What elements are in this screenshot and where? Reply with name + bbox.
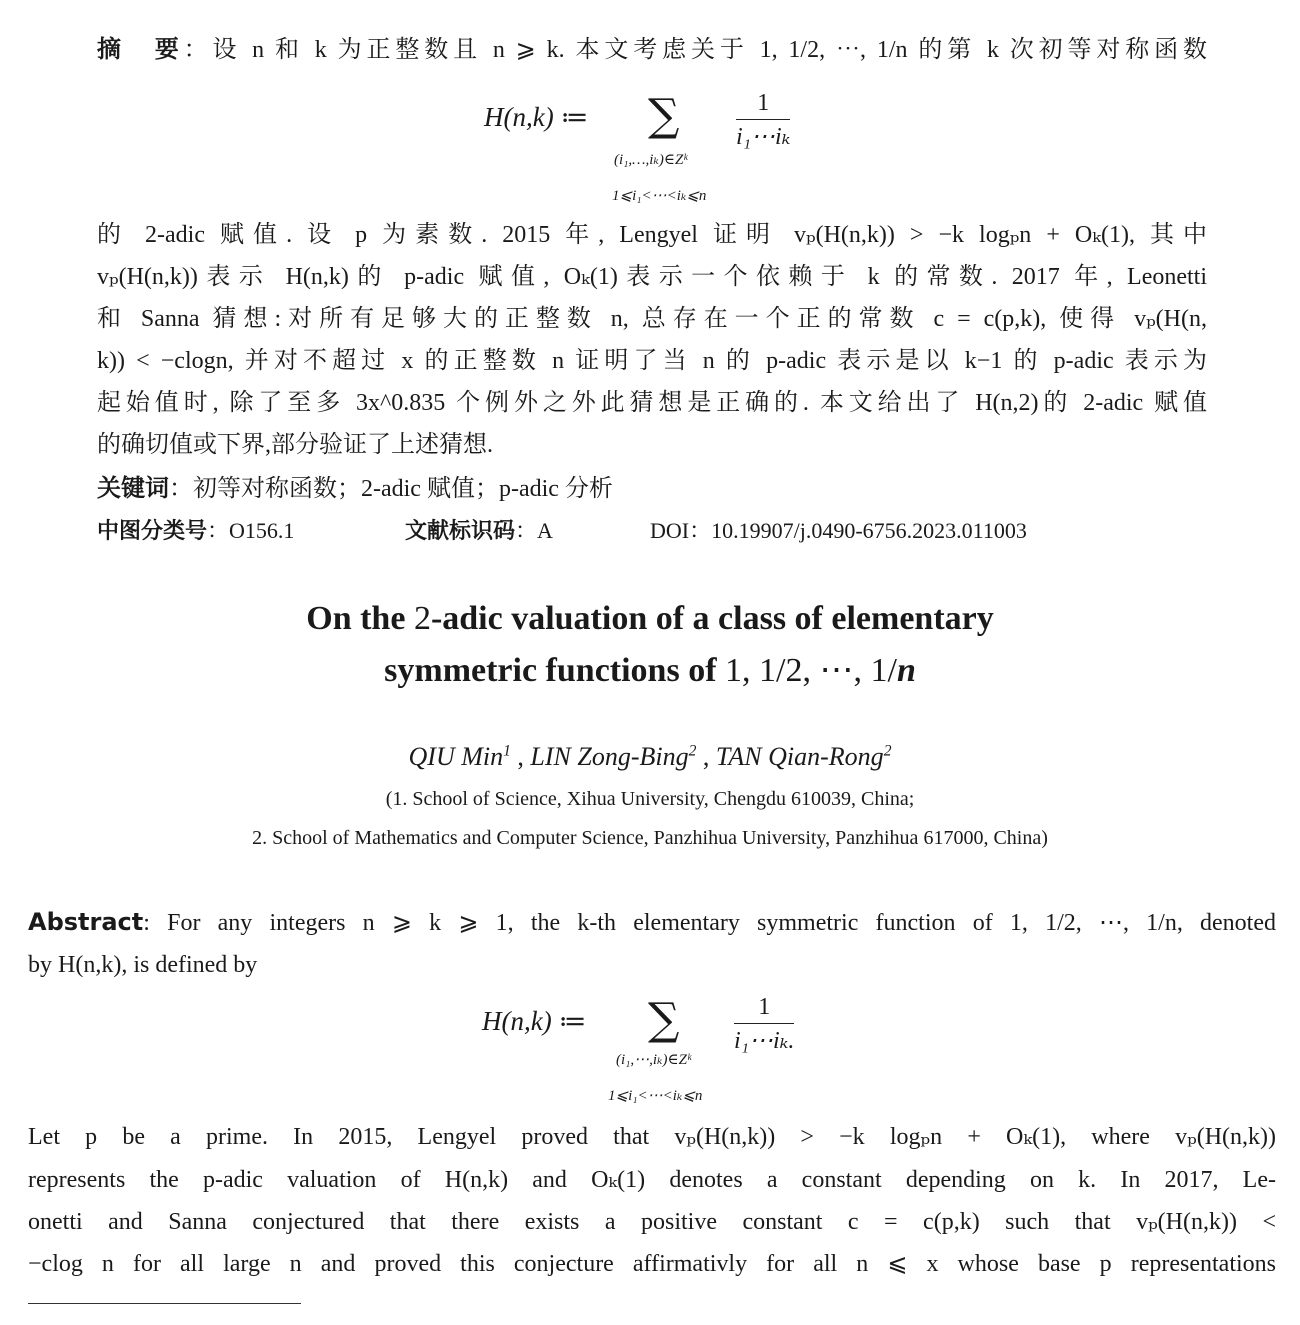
chinese-abstract-line-1: 摘 要：设 n 和 k 为正整数且 n ⩾ k. 本文考虑关于 1, 1/2, ⋯, 1/n 的第 k 次初等对称函数 [97,35,1207,63]
footnote-rule [28,1303,301,1304]
author-3: TAN Qian-Rong [715,742,884,771]
document-code-value: ：A [515,518,553,543]
clc-label: 中图分类号 [97,519,208,544]
author-2: LIN Zong-Bing [530,742,689,771]
english-abstract-line-2: by H(n,k), is defined by [28,952,258,978]
formula-lhs: H(n,k) ≔ [484,102,589,132]
formula-lhs: H(n,k) ≔ [482,1006,587,1036]
doi-label: DOI [650,518,690,543]
chinese-abstract-line-4: 和 Sanna 猜想:对所有足够大的正整数 n, 总存在一个正的常数 c = c(p,k), 使得 vₚ(H(n, [97,306,1207,332]
affiliation-2: 2. School of Mathematics and Computer Science, Panzhihua University, Panzhihua 617000, China) [252,827,1048,849]
chinese-abstract-line-3: vₚ(H(n,k))表示 H(n,k)的 p-adic 赋值, Oₖ(1)表示一个依赖于 k 的常数. 2017 年, Leonetti [97,264,1207,290]
author-1: QIU Min [408,742,504,771]
formula-fraction [734,994,794,1055]
classification-row [97,516,294,547]
chinese-abstract-line-6: 起始值时, 除了至多 3x^0.835 个例外之外此猜想是正确的. 本文给出了 H(n,2)的 2-adic 赋值 [97,390,1207,416]
chinese-abstract-formula [480,90,820,210]
sum-index-set: (i₁,…,iₖ)∈Zᵏ [614,152,688,168]
clc-value: ：O156.1 [207,518,295,543]
formula-fraction [736,90,790,151]
keywords-label: 关键词 [97,474,169,502]
document-code-label: 文献标识码 [405,519,516,544]
doi-value: ：10.19907/j.0490-6756.2023.011003 [689,518,1027,543]
sigma-symbol: ∑ [648,90,680,141]
chinese-abstract-line-2: 的 2-adic 赋值. 设 p 为素数. 2015 年, Lengyel 证明 vₚ(H(n,k)) > −k logₚn + Oₖ(1), 其中 [97,222,1207,248]
keywords-value: ：初等对称函数；2-adic 赋值；p-adic 分析 [169,476,613,502]
english-title-line-2: symmetric functions of 1, 1/2, ⋯, 1/n [384,652,916,689]
sigma-symbol: ∑ [648,994,680,1045]
fraction-numerator: 1 [734,994,794,1024]
english-title-line-1: On the 2-adic valuation of a class of elementary [306,600,994,637]
sum-index-range: 1⩽i₁<⋯<iₖ⩽n [608,1088,703,1104]
chinese-abstract-line-7: 的确切值或下界,部分验证了上述猜想. [97,432,493,458]
english-abstract-line-4: represents the p-adic valuation of H(n,k) and Oₖ(1) denotes a constant depending on k. In 2017, Le- [28,1167,1276,1193]
sum-index-set: (i₁,⋯,iₖ)∈Zᵏ [616,1052,692,1068]
english-abstract-line-3: Let p be a prime. In 2015, Lengyel proved that vₚ(H(n,k)) > −k logₚn + Oₖ(1), where vₚ(H(n,k)) [28,1124,1276,1150]
fraction-denominator: i₁⋯iₖ. [734,1028,795,1054]
doi-row [650,516,1027,546]
author-3-affil: 2 [883,742,892,760]
chinese-abstract-line-5: k)) < −clogn, 并对不超过 x 的正整数 n 证明了当 n 的 p-adic 表示是以 k−1 的 p-adic 表示为 [97,348,1207,374]
english-abstract-line-6: −clog n for all large n and proved this conjecture affirmativly for all n ⩽ x whose base p representations [28,1251,1276,1277]
author-list: QIU Min$^1$ , LIN Zong-Bing$^2$ , TAN Qian-Rong$^2$ [408,742,892,771]
english-abstract-label: Abstract [28,908,144,936]
fraction-numerator: 1 [736,90,790,120]
sum-index-range: 1⩽i₁<⋯<iₖ⩽n [612,188,707,204]
affiliation-1: (1. School of Science, Xihua University, Chengdu 610039, China; [385,788,915,810]
chinese-abstract-label: 摘 要 [97,35,184,63]
english-abstract-formula [478,994,838,1114]
fraction-denominator: i₁⋯iₖ [736,124,791,150]
author-2-affil: 2 [688,742,697,760]
author-1-affil: 1 [503,742,511,760]
document-code-row [405,516,553,547]
english-abstract-line-5: onetti and Sanna conjectured that there exists a positive constant c = c(p,k) such that vₚ(H(n,k)) < [28,1209,1276,1235]
english-abstract-line-1: Abstract: For any integers n ⩾ k ⩾ 1, the k-th elementary symmetric function of 1, 1/2, ⋯, 1/n, denoted [28,908,1276,936]
keywords-row [97,473,613,504]
